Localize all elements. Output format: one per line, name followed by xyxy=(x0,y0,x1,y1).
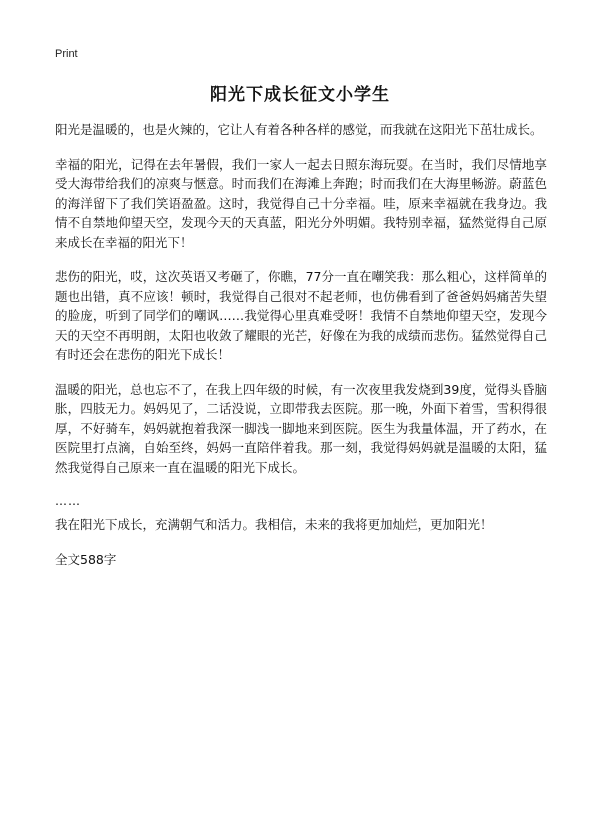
paragraph-conclusion: 我在阳光下成长，充满朝气和活力。我相信，未来的我将更加灿烂，更加阳光！ xyxy=(55,517,493,532)
page-title: 阳光下成长征文小学生 xyxy=(210,85,390,105)
article-body xyxy=(55,120,547,584)
paragraph-warm-sunshine: 温暖的阳光，总也忘不了，在我上四年级的时候，有一次夜里我发烧到39度，觉得头昏脑胀，四肢无力。妈妈见了，二话没说，立即带我去医院。那一晚，外面下着雪，雪积得很厚，不好骑车，妈妈就抱着我深一脚浅一脚地来到医院。医生为我量体温，开了药水，在医院里打点滴，自始至终，妈妈一直陪伴着我。那一刻，我觉得妈妈就是温暖的太阳，猛然我觉得自己原来一直在温暖的阳光下成长。 xyxy=(55,381,547,475)
ellipsis: …… xyxy=(55,494,81,508)
print-link[interactable]: Print xyxy=(55,48,78,60)
paragraph-happy-sunshine: 幸福的阳光，记得在去年暑假，我们一家人一起去日照东海玩耍。在当时，我们尽情地享受大海带给我们的凉爽与惬意。时而我们在海滩上奔跑；时而我们在大海里畅游。蔚蓝色的海洋留下了我们笑语盈盈。这时，我觉得自己十分幸福。哇，原来幸福就在我身边。我情不自禁地仰望天空，发现今天的天真蓝，阳光分外明媚。我特别幸福，猛然觉得自己原来成长在幸福的阳光下！ xyxy=(55,156,547,250)
word-count: 全文588字 xyxy=(55,551,117,567)
paragraph-intro: 阳光是温暖的，也是火辣的，它让人有着各种各样的感觉，而我就在这阳光下茁壮成长。 xyxy=(55,122,543,137)
paragraph-sad-sunshine: 悲伤的阳光，哎，这次英语又考砸了，你瞧，77分一直在嘲笑我：那么粗心，这样简单的题也出错，真不应该！顿时，我觉得自己很对不起老师，也仿佛看到了爸爸妈妈痛苦失望的脸庞，听到了同学们的嘲讽……我觉得心里真难受呀！我情不自禁地仰望天空，发现今天的天空不再明朗，太阳也收敛了耀眼的光芒，好像在为我的成绩而悲伤。猛然觉得自己有时还会在悲伤的阳光下成长！ xyxy=(55,269,547,362)
